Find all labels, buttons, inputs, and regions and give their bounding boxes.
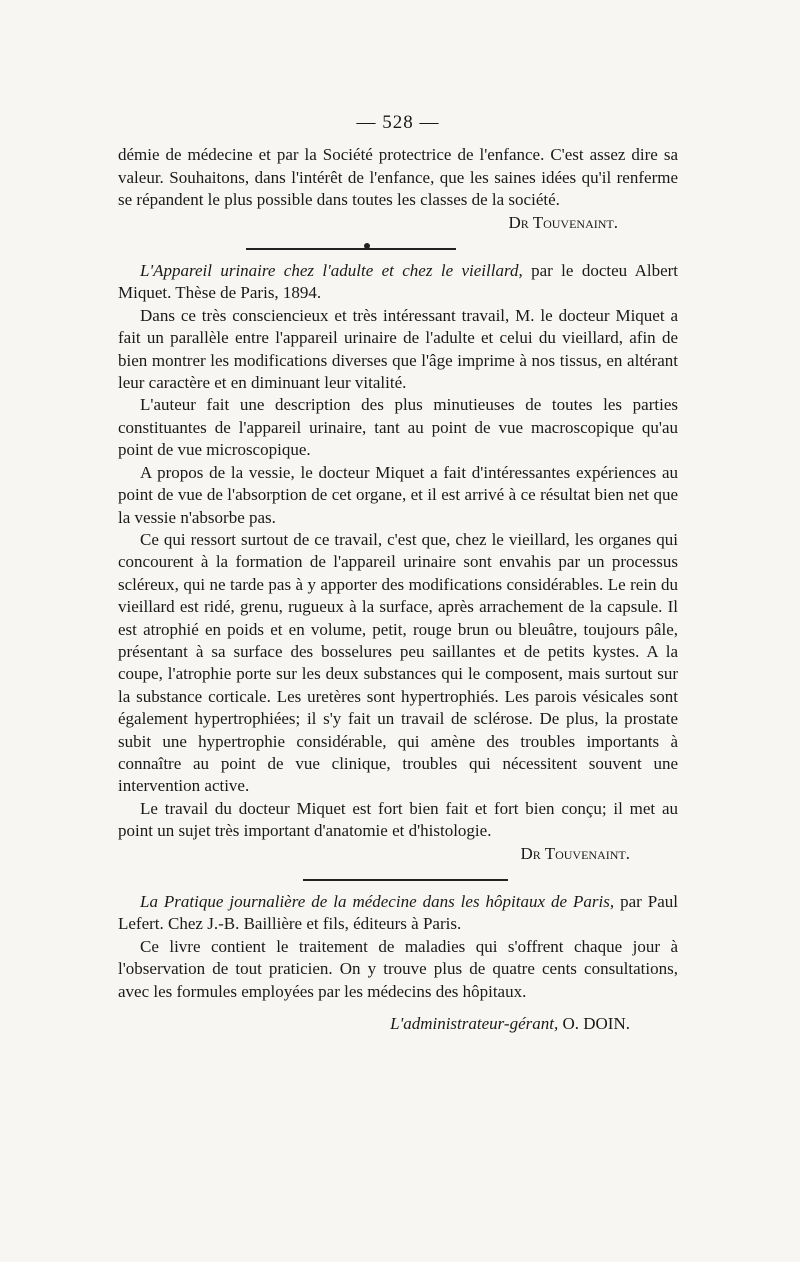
review-paragraph: A propos de la vessie, le docteur Miquet a fait d'intéressantes expériences au point de vue de l'absorption de cet organe, et il est arrivé à ce résultat bien net que la vessie n'absorbe pas. — [118, 462, 678, 527]
review-paragraph: Le travail du docteur Miquet est fort bien fait et fort bien conçu; il met au point un sujet très important d'anatomie et d'histologie. — [118, 798, 678, 841]
signature: Dr Touvenaint. — [520, 843, 630, 863]
page-number: — 528 — — [356, 112, 440, 133]
administrator-label: L'administrateur-gérant, — [390, 1014, 559, 1034]
review-paragraph: Ce qui ressort surtout de ce travail, c'est que, chez le vieillard, les organes qui concourent à la formation de l'appareil urinaire sont envahis par un processus scléreux, qui ne tarde pas à y apporter des modifications considérables. Le rein du vieillard est ridé, grenu, rugueux à la surface, après arrachement de la capsule. Il est atrophié en poids et en volume, petit, rouge brun ou bleuâtre, toujours pâle, présentant à sa surface des bosselures peu saillantes et de petits kystes. A la coupe, l'atrophie porte sur les deux substances qui le composent, mais surtout sur la substance corticale. Les uretères sont hypertrophiés. Les parois vésicales sont également hypertrophiées; il s'y fait un travail de sclérose. De plus, la prostate subit une hypertrophie considérable, qui amène des troubles importants à connaître au point de vue clinique, troubles qui nécessitent souvent une intervention active. — [118, 529, 678, 796]
review-heading — [118, 891, 678, 936]
review-heading — [118, 260, 678, 305]
section-divider — [303, 879, 508, 881]
administrator-name: O. DOIN. — [558, 1014, 630, 1034]
section-divider — [246, 248, 456, 250]
publisher-line — [118, 1013, 678, 1035]
document-page — [118, 112, 678, 1035]
review-title: La Pratique journalière de la médecine dans les hôpitaux de Paris, — [140, 892, 615, 911]
paragraph-continuation: démie de médecine et par la Société protectrice de l'enfance. C'est assez dire sa valeur. Souhaitons, dans l'intérêt de l'enfance, que les saines idées qu'il renferme se répandent le plus possible dans toutes les classes de la société. — [118, 145, 678, 210]
review-paragraph: Dans ce très consciencieux et très intéressant travail, M. le docteur Miquet a fait un parallèle entre l'appareil urinaire de l'adulte et celui du vieillard, afin de bien montrer les modifications diverses que l'âge imprime à nos tissus, en altérant leur caractère et en diminuant leur vitalité. — [118, 305, 678, 393]
review-paragraph: Ce livre contient le traitement de maladies qui s'offrent chaque jour à l'observation de tout praticien. On y trouve plus de quatre cents consultations, avec les formules employées par les médecins des hôpitaux. — [118, 936, 678, 1001]
review-author: par le docteu Albert Miquet. Thèse de Paris, 1894. — [118, 261, 679, 303]
divider-dot — [364, 243, 370, 249]
signature: Dr Touvenaint. — [508, 212, 618, 232]
review-title: L'Appareil urinaire chez l'adulte et chez le vieillard, — [140, 261, 523, 281]
review-author: par Paul Lefert. Chez J.-B. Baillière et fils, éditeurs à Paris. — [118, 892, 678, 934]
review-paragraph: L'auteur fait une description des plus minutieuses de toutes les parties constituantes de l'appareil urinaire, tant au point de vue macroscopique qu'au point de vue microscopique. — [118, 395, 678, 460]
